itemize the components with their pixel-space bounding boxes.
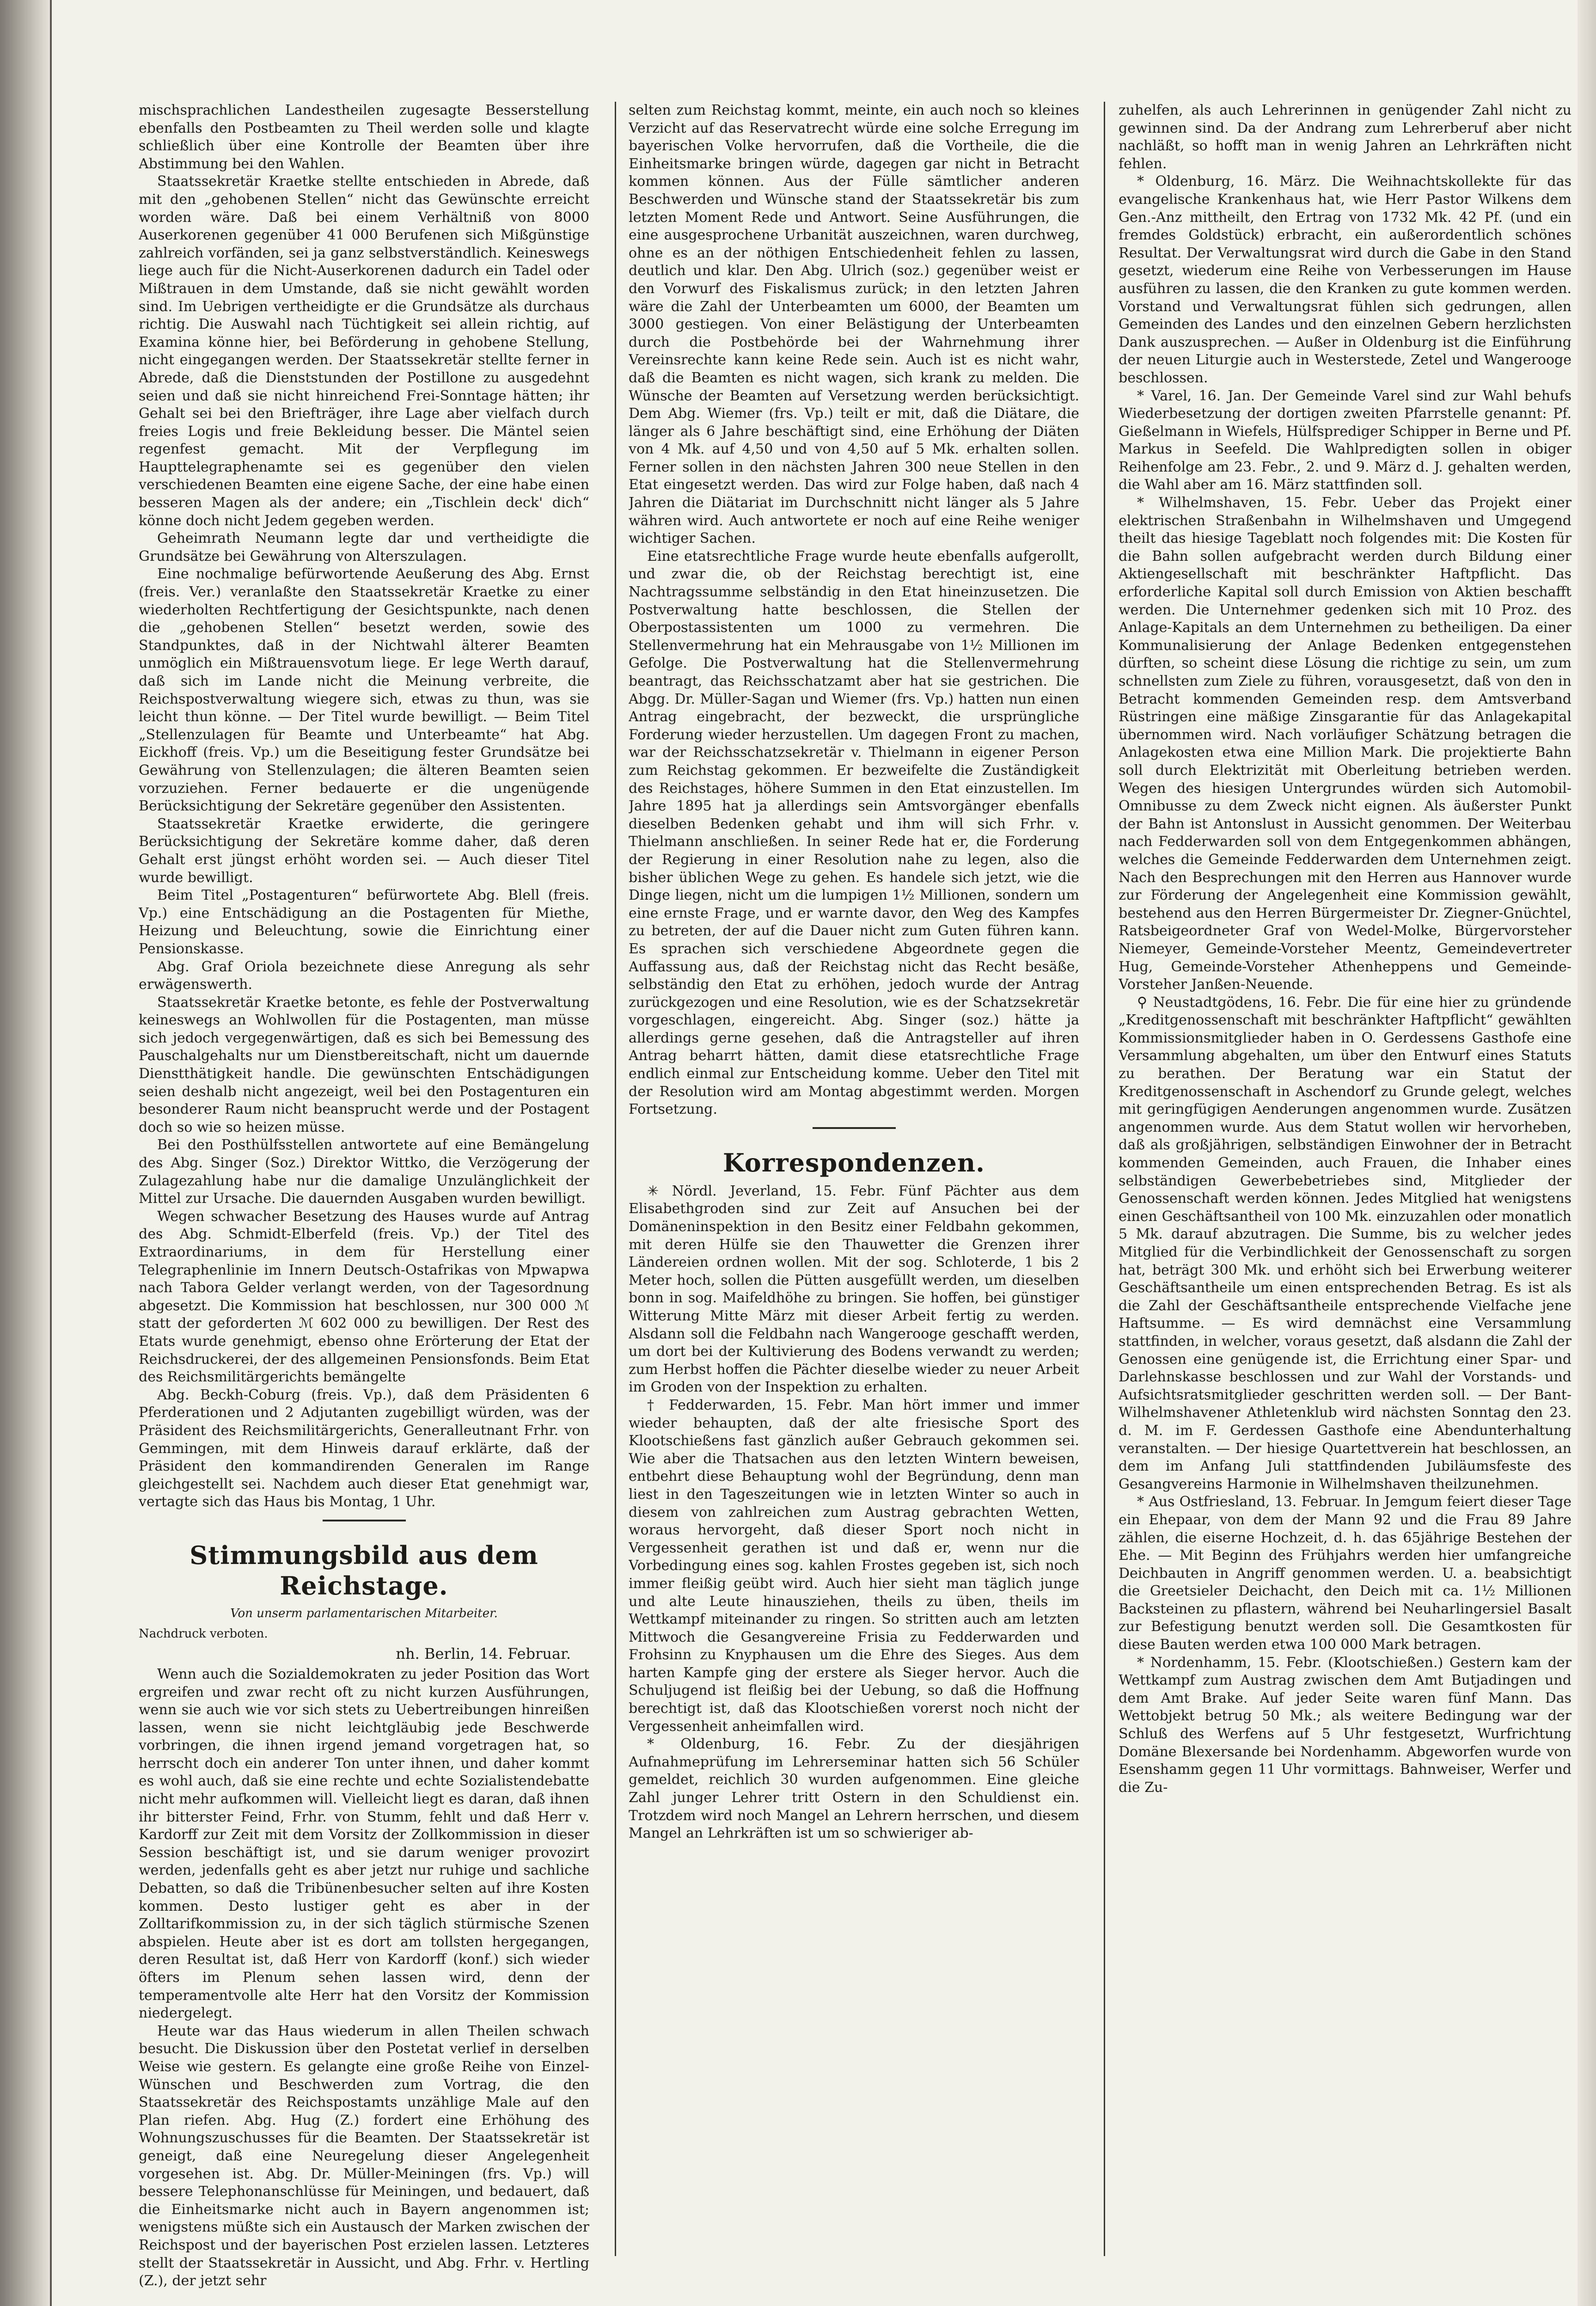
article-paragraph: Staatssekretär Kraetke betonte, es fehle der Postverwaltung keineswegs an Wohlwollen für die Postagenten, man müsse sich jedoch vergegenwärtigen, daß es sich bei Bemessung des Pauschalgehalts nur um Dienstbereitschaft, nicht um dauernde Dienstthätigkeit handle. Die gewünschten Entschädigungen seien deshalb nicht angezeigt, weil bei den Postagenturen ein besonderer Raum nicht beansprucht werde und der Postagent doch so wie so heizen müsse. <box>139 994 589 1135</box>
article-paragraph: Beim Titel „Postagenturen“ befürwortete Abg. Blell (freis. Vp.) eine Entschädigung an die Postagenten für Miethe, Heizung und Beleuchtung, sowie die Einrichtung einer Pensionskasse. <box>139 887 589 957</box>
article-paragraph: Abg. Graf Oriola bezeichnete diese Anregung als sehr erwägenswerth. <box>139 958 589 993</box>
correspondence-item: * Nordenhamm, 15. Febr. (Klootschießen.) Gestern kam der Wettkampf zum Austrag zwischen dem Amt Butjadingen und dem Amt Brake. Auf jeder Seite waren fünf Mann. Das Wettobjekt betrug 50 Mk.; als weitere Bedingung war der Schluß des Werfens auf 5 Uhr festgesetzt, Wurfrichtung Domäne Blexersande bei Nordenhamm. Abgeworfen wurde von Esenshamm gegen 11 Uhr vormittags. Bahnweiser, Werfer und die Zu- <box>1119 1654 1572 1796</box>
article-paragraph: Wenn auch die Sozialdemokraten zu jeder Position das Wort ergreifen und zwar recht oft zu nicht kurzen Ausführungen, wenn sie auch wie vor sich stets zu Uebertreibungen hinreißen lassen, wenn sie nicht leichtgläubig jede Beschwerde vorbringen, die ihnen irgend jemand vorgetragen hat, so herrscht doch ein anderer Ton unter ihnen, und daher kommt es wohl auch, daß sie eine rechte und echte Sozialistendebatte nicht mehr aufkommen will. Vielleicht liegt es daran, daß ihnen ihr bitterster Feind, Frhr. von Stumm, fehlt und daß Herr v. Kardorff zur Zeit mit dem Vorsitz der Zollkommission in dieser Session beschäftigt ist, und sie darum weniger provozirt werden, jedenfalls geht es aber jetzt nur ruhige und sachliche Debatten, so daß die Tribünenbesucher selten auf ihre Kosten kommen. Desto lustiger geht es aber in der Zolltarifkommission zu, in der sich täglich stürmische Szenen abspielen. Heute aber ist es dort am tollsten hergegangen, deren Resultat ist, daß Herr von Kardorff (konf.) sich wieder öfters im Plenum sehen lassen wird, denn der temperamentvolle alte Herr hat den Vorsitz der Kommission niedergelegt. <box>139 1666 589 2022</box>
correspondence-item: ✳ Nördl. Jeverland, 15. Febr. Fünf Pächter aus dem Elisabethgroden sind zur Zeit auf Ansuchen bei der Domäneninspektion in den Besitz einer Feldbahn gekommen, mit deren Hülfe sie den Thauwetter die Grenzen ihrer Ländereien ordnen wollen. Mit der sog. Schloterde, 1 bis 2 Meter hoch, sollen die Pütten ausgefüllt werden, um dieselben bonn in sog. Maifeldhöhe zu bringen. Sie hoffen, bei günstiger Witterung Mitte März mit dieser Arbeit fertig zu werden. Alsdann soll die Feldbahn nach Wangerooge geschafft werden, um dort bei der Kultivierung des Bodens verwandt zu werden; zum Herbst hoffen die Pächter dieselbe wieder zu neuer Arbeit im Groden von der Inspektion zu erhalten. <box>629 1183 1079 1396</box>
section-heading: Korrespondenzen. <box>723 1147 985 1178</box>
correspondence-item: * Oldenburg, 16. Febr. Zu der diesjährigen Aufnahmeprüfung im Lehrerseminar hatten sich 56 Schüler gemeldet, reichlich 30 wurden aufgenommen. Eine gleiche Zahl junger Lehrer tritt Ostern in den Schuldienst ein. Trotzdem wird noch Mangel an Lehrern herrschen, und diesem Mangel an Lehrkräften ist um so schwieriger ab- <box>629 1736 1079 1842</box>
column-2 <box>629 102 1079 1843</box>
dateline: nh. Berlin, 14. Februar. <box>396 1644 571 1662</box>
correspondence-item: * Wilhelmshaven, 15. Febr. Ueber das Projekt einer elektrischen Straßenbahn in Wilhelmshaven und Umgegend theilt das hiesige Tageblatt noch folgendes mit: Die Kosten für die Bahn sollen aufgebracht werden durch Bildung einer Aktiengesellschaft mit beschränkter Haftpflicht. Das erforderliche Kapital soll durch Emission von Aktien beschafft werden. Die Unternehmer gedenken sich mit 10 Proz. des Anlage-Kapitals an dem Unternehmen zu betheiligen. Da einer Kommunalisierung der Anlage Bedenken entgegenstehen dürften, so scheint diese Lösung die richtige zu sein, um zum schnellsten zum Ziele zu führen, vorausgesetzt, daß von den in Betracht kommenden Gemeinden resp. dem Amtsverband Rüstringen eine mäßige Zinsgarantie für das Anlagekapital übernommen wird. Nach vorläufiger Schätzung betragen die Anlagekosten etwa eine Million Mark. Die projektierte Bahn soll durch Elektrizität mit Oberleitung betrieben werden. Wegen des hiesigen Untergrundes würden sich Automobil-Omnibusse zu dem Zweck nicht eignen. Als äußerster Punkt der Bahn ist Antonslust in Aussicht genommen. Der Weiterbau nach Fedderwarden soll von dem Entgegenkommen abhängen, welches die Gemeinde Fedderwarden dem Unternehmen zeigt. Nach den Besprechungen mit den Herren aus Hannover wurde zur Förderung der Angelegenheit eine Kommission gewählt, bestehend aus den Herren Bürgermeister Dr. Ziegner-Gnüchtel, Ratsbeigeordneter Graf von Wedel-Molke, Bürgervorsteher Niemeyer, Gemeinde-Vorsteher Meentz, Gemeindevertreter Hug, Gemeinde-Vorsteher Athenheppens und Gemeinde-Vorsteher Janßen-Neuende. <box>1119 495 1572 993</box>
article-paragraph: Eine nochmalige befürwortende Aeußerung des Abg. Ernst (freis. Ver.) veranlaßte den Staatssekretär Kraetke zu einer wiederholten Rechtfertigung der Gesichtspunkte, nach denen die „gehobenen Stellen“ besetzt werden, sowie des Standpunktes, daß in der Nichtwahl älterer Beamten unmöglich ein Mißtrauensvotum liege. Er lege Werth darauf, daß sich im Lande nicht die Meinung verbreite, die Reichspostverwaltung wiegere sich, etwas zu thun, was sie leicht thun könne. — Der Titel wurde bewilligt. — Beim Titel „Stellenzulagen für Beamte und Unterbeamte“ hat Abg. Eickhoff (freis. Vp.) um die Beseitigung fester Grundsätze bei Gewährung von Stellenzulagen; die älteren Beamten seien vorzuziehen. Ferner bedauerte er die ungenügende Berücksichtigung der Sekretäre gegenüber den Assistenten. <box>139 566 589 815</box>
column-rule <box>615 102 616 2256</box>
article-paragraph: Wegen schwacher Besetzung des Hauses wurde auf Antrag des Abg. Schmidt-Elberfeld (freis. Vp.) der Titel des Extraordinariums, in dem für Herstellung einer Telegraphenlinie im Innern Deutsch-Ostafrikas von Mpwapwa nach Tabora Gelder verlangt werden, von der Tagesordnung abgesetzt. Die Kommission hat beschlossen, nur 300 000 ℳ statt der geforderten ℳ 602 000 zu bewilligen. Der Rest des Etats wurde genehmigt, ebenso ohne Erörterung der Etat der Reichsdruckerei, der des allgemeinen Pensionsfonds. Beim Etat des Reichsmilitärgerichts bemängelte <box>139 1208 589 1386</box>
section-divider <box>323 1520 406 1521</box>
article-paragraph: Bei den Posthülfsstellen antwortete auf eine Bemängelung des Abg. Singer (Soz.) Direktor Wittko, die Verzögerung der Zulagezahlung habe nur die damalige Unzulänglichkeit der Mittel zur Ursache. Die dauernden Ausgaben wurden bewilligt. <box>139 1137 589 1207</box>
article-paragraph: Eine etatsrechtliche Frage wurde heute ebenfalls aufgerollt, und zwar die, ob der Reichstag berechtigt ist, eine Nachtragssumme selbständig in den Etat hineinzusetzen. Die Postverwaltung hatte beschlossen, die Stellen der Oberpostassistenten um 1000 zu vermehren. Die Stellenvermehrung hat ein Mehrausgabe von 1½ Millionen im Gefolge. Die Postverwaltung hat die Stellenvermehrung beantragt, das Reichsschatzamt aber hat sie gestrichen. Die Abgg. Dr. Müller-Sagan und Wiemer (frs. Vp.) hatten nun einen Antrag eingebracht, der bezweckt, die ursprüngliche Forderung wieder herzustellen. Um dagegen Front zu machen, war der Reichsschatzsekretär v. Thielmann in eigener Person zum Reichstag gekommen. Er bezweifelte die Zuständigkeit des Reichstages, höhere Summen in den Etat einzustellen. Im Jahre 1895 hat ja allerdings sein Amtsvorgänger ebenfalls dieselben Bedenken gehabt und ihm will sich Frhr. v. Thielmann anschließen. In seiner Rede hat er, die Forderung der Regierung in einer Resolution nahe zu legen, also die bisher üblichen Wege zu gehen. Es handele sich jetzt, wie die Dinge liegen, nicht um die lumpigen 1½ Millionen, sondern um eine ernste Frage, und er warnte davor, den Weg des Kampfes zu betreten, der auf die Dauer nicht zum Guten führen kann. Es sprachen sich verschiedene Abgeordnete gegen die Auffassung aus, daß der Reichstag nicht das Recht besäße, selbständig den Etat zu erhöhen, jedoch wurde der Antrag zurückgezogen und eine Resolution, wie es der Schatzsekretär vorgeschlagen, eingereicht. Abg. Singer (soz.) hätte ja allerdings gerne gesehen, daß die Antragsteller auf ihren Antrag beharrt hätten, damit diese etatsrechtliche Frage endlich einmal zur Entscheidung komme. Ueber den Titel mit der Resolution wird am Montag abgestimmt werden. Morgen Fortsetzung. <box>629 548 1079 1118</box>
section-subtitle: Von unserm parlamentarischen Mitarbeiter. <box>230 1606 498 1620</box>
correspondence-item: * Varel, 16. Jan. Der Gemeinde Varel sind zur Wahl behufs Wiederbesetzung der dortigen zweiten Pfarrstelle genannt: Pf. Gießelmann in Wiefels, Hülfsprediger Schipper in Berne und Pf. Markus in Seefeld. Die Wahlpredigten sollen in obiger Reihenfolge am 23. Febr., 2. und 9. März d. J. gehalten werden, die Wahl aber am 16. März stattfinden soll. <box>1119 387 1572 493</box>
correspondence-item: ⚲ Neustadtgödens, 16. Febr. Die für eine hier zu gründende „Kreditgenossenschaft mit beschränkter Haftpflicht“ gewählten Kommissionsmitglieder haben in O. Gerdessens Gasthofe eine Versammlung abgehalten, um über den Entwurf eines Statuts zu berathen. Der Beratung war ein Statut der Kreditgenossenschaft in Aschendorf zu Grunde gelegt, welches mit geringfügigen Aenderungen angenommen wurde. Zusätzen angenommen wurde. Aus dem Statut wollen wir hervorheben, daß als großjährigen, selbständigen Einwohner der in Betracht kommenden Gemeinden, auch Frauen, die Inhaber eines selbständigen Gewerbebetriebes sind, Mitglieder der Genossenschaft werden können. Jedes Mitglied hat wenigstens einen Geschäftsantheil von 100 Mk. einzuzahlen oder monatlich 5 Mk. darauf abzutragen. Die Summe, bis zu welcher jedes Mitglied für die Verbindlichkeit der Genossenschaft zu sorgen hat, beträgt 300 Mk. und erhöht sich bei Erwerbung weiterer Geschäftsantheile um einen entsprechenden Betrag. Es ist als die Zahl der Geschäftsantheile entsprechende Vielfache jene Haftsumme. — Es wird demnächst eine Versammlung stattfinden, in welcher, voraus gesetzt, daß alsdann die Zahl der Genossen eine genügende ist, die Errichtung einer Spar- und Darlehnskasse beschlossen und zur Wahl der Vorstands- und Aufsichtsratsmitglieder geschritten werden soll. — Der Bant-Wilhelmshavener Athletenklub wird nächsten Sonntag den 23. d. M. im F. Gerdessen Gasthofe eine Abendunterhaltung veranstalten. — Der hiesige Quartettverein hat beschlossen, an dem im Anfang Juli stattfindenden Jubiläumsfeste des Gesangvereins Harmonie in Wilhelmshaven theilzunehmen. <box>1119 994 1572 1492</box>
article-paragraph: Geheimrath Neumann legte dar und vertheidigte die Grundsätze bei Gewährung von Alterszulagen. <box>139 530 589 564</box>
article-paragraph: Heute war das Haus wiederum in allen Theilen schwach besucht. Die Diskussion über den Postetat verlief in derselben Weise wie gestern. Es gelangte eine große Reihe von Einzel-Wünschen und Beschwerden zum Vortrag, die den Staatssekretär des Reichspostamts unzählige Male auf den Plan riefen. Abg. Hug (Z.) fordert eine Erhöhung des Wohnungszuschusses für die Beamten. Der Staatssekretär ist geneigt, daß eine Neuregelung dieser Angelegenheit vorgesehen ist. Abg. Dr. Müller-Meiningen (frs. Vp.) will bessere Telephonanschlüsse für Meiningen, und bedauert, daß die Einheitsmarke nicht auch in Bayern angenommen ist; wenigstens müßte sich ein Austausch der Marken zwischen der Reichspost und der bayerischen Post erzielen lassen. Letzteres stellt der Staatssekretär in Aussicht, und Abg. Frhr. v. Hertling (Z.), der jetzt sehr <box>139 2023 589 2289</box>
column-3 <box>1119 102 1572 1797</box>
correspondence-item: * Aus Ostfriesland, 13. Februar. In Jemgum feiert dieser Tage ein Ehepaar, von dem der Mann 92 und die Frau 89 Jahre zählen, die eiserne Hochzeit, d. h. das 65jährige Bestehen der Ehe. — Mit Beginn des Frühjahrs werden hier umfangreiche Deichbauten in Angriff genommen werden. U. a. beabsichtigt die Greetsieler Deichacht, den Deich mit ca. 1½ Millionen Backsteinen zu pflastern, während bei Neuharlingersiel Basalt zur Befestigung benutzt werden soll. Die Gesamtkosten für diese Bauten werden etwa 100 000 Mark betragen. <box>1119 1494 1572 1653</box>
article-paragraph: Staatssekretär Kraetke stellte entschieden in Abrede, daß mit den „gehobenen Stellen“ nicht das Gewünschte erreicht worden wäre. Daß bei einem Verhältniß von 8000 Auserkorenen gegenüber 41 000 Berufenen sich Mißgünstige zahlreich vorfänden, sei ja ganz selbstverständlich. Keineswegs liege auch für die Nicht-Auserkorenen dadurch ein Tadel oder Mißtrauen in dem Umstande, daß sie nicht gewählt worden sind. Im Uebrigen vertheidigte er die Grundsätze als durchaus richtig. Die Auswahl nach Tüchtigkeit sei allein richtig, auf Examina könne hier, bei Beförderung in gehobene Stellung, nicht eingegangen werden. Der Staatssekretär stellte ferner in Abrede, daß die Dienststunden der Postillone zu ausgedehnt seien und daß sie nicht hinreichend Frei-Sonntage hätten; ihr Gehalt sei bei den Briefträger, ihre Lage aber vielfach durch freies Logis und freie Bekleidung besser. Die Mäntel seien regenfest gemacht. Mit der Verpflegung im Haupttelegraphenamte sei es gegenüber den vielen verschiedenen Beamten eine eigene Sache, der eine habe einen besseren Magen als der andere; ein „Tischlein deck' dich“ könne doch nicht Jedem gegeben werden. <box>139 173 589 529</box>
book-spine-shadow <box>0 0 51 2306</box>
newspaper-page <box>139 102 1581 2289</box>
book-spine-edge <box>50 0 52 2306</box>
article-paragraph: Staatssekretär Kraetke erwiderte, die geringere Berücksichtigung der Sekretäre komme daher, daß deren Gehalt erst jüngst erhöht worden sei. — Auch dieser Titel wurde bewilligt. <box>139 816 589 886</box>
reprint-notice: Nachdruck verboten. <box>139 1626 268 1641</box>
section-divider <box>813 1127 896 1129</box>
article-paragraph: mischsprachlichen Landestheilen zugesagte Besserstellung ebenfalls den Postbeamten zu Theil werden solle und klagte schließlich über eine Kontrolle der Beamten über ihre Abstimmung bei den Wahlen. <box>139 102 589 172</box>
column-1 <box>139 102 589 2290</box>
article-paragraph: selten zum Reichstag kommt, meinte, ein auch noch so kleines Verzicht auf das Reservatrecht würde eine solche Erregung im bayerischen Volke hervorrufen, daß die Vortheile, die die Einheitsmarke bringen würde, dagegen gar nicht in Betracht kommen können. Aus der Fülle sämtlicher anderen Beschwerden und Wünsche stand der Staatssekretär bis zum letzten Moment Rede und Antwort. Seine Ausführungen, die eine ausgesprochene Urbanität auszeichnen, waren durchweg, ohne es an der nöthigen Entschiedenheit fehlen zu lassen, deutlich und klar. Den Abg. Ulrich (soz.) gegenüber weist er den Vorwurf des Fiskalismus zurück; in den letzten Jahren wäre die Zahl der Unterbeamten um 6000, der Beamten um 3000 gestiegen. Von einer Belästigung der Unterbeamten durch die Postbehörde bei der Wahrnehmung ihrer Vereinsrechte kann keine Rede sein. Auch ist es nicht wahr, daß die Beamten es nicht wagen, sich krank zu melden. Die Wünsche der Beamten auf Versetzung werden berücksichtigt. Dem Abg. Wiemer (frs. Vp.) teilt er mit, daß die Diätare, die länger als 6 Jahre beschäftigt sind, eine Erhöhung der Diäten von 4 Mk. auf 4,50 und von 4,50 auf 5 Mk. erhalten sollen. Ferner sollen in den nächsten Jahren 300 neue Stellen in den Etat eingesetzt werden. Das wird zur Folge haben, daß nach 4 Jahren die Diätariat im Durchschnitt nicht länger als 5 Jahre währen wird. Auch antwortete er noch auf eine Reihe weniger wichtiger Sachen. <box>629 102 1079 547</box>
section-heading: Stimmungsbild aus dem Reichstage. <box>190 1540 538 1601</box>
article-paragraph: Abg. Beckh-Coburg (freis. Vp.), daß dem Präsidenten 6 Pferderationen und 2 Adjutanten zugebilligt würden, was der Präsident des Reichsmilitärgerichts, Generalleutnant Frhr. von Gemmingen, mit dem Hinweis darauf erklärte, daß der Präsident den kommandirenden Generalen im Range gleichgestellt sei. Nachdem auch dieser Etat genehmigt war, vertagte sich das Haus bis Montag, 1 Uhr. <box>139 1386 589 1510</box>
correspondence-item: * Oldenburg, 16. März. Die Weihnachtskollekte für das evangelische Krankenhaus hat, wie Herr Pastor Wilkens dem Gen.-Anz mittheilt, den Ertrag von 1732 Mk. 42 Pf. (und ein fremdes Goldstück) erbracht, ein außerordentlich schönes Resultat. Der Verwaltungsrat wird durch die Gabe in den Stand gesetzt, wiederum eine Reihe von Verbesserungen im Hause ausführen zu lassen, die den Kranken zu gute kommen werden. Vorstand und Verwaltungsrat fühlen sich gedrungen, allen Gemeinden des Landes und den einzelnen Gebern herzlichsten Dank auszusprechen. — Außer in Oldenburg ist die Einführung der neuen Liturgie auch in Westerstede, Zetel und Wangerooge beschlossen. <box>1119 173 1572 386</box>
correspondence-item: zuhelfen, als auch Lehrerinnen in genügender Zahl nicht zu gewinnen sind. Da der Andrang zum Lehrerberuf aber nicht nachläßt, so hofft man in wenig Jahren an Lehrkräften nicht fehlen. <box>1119 102 1572 172</box>
column-rule <box>1104 102 1105 2256</box>
correspondence-item: † Fedderwarden, 15. Febr. Man hört immer und immer wieder behaupten, daß der alte friesische Sport des Klootschießens fast gänzlich außer Gebrauch gekommen sei. Wie aber die Thatsachen aus den letzten Wintern beweisen, entbehrt diese Behauptung wohl der Begründung, denn man liest in den Tageszeitungen wie in letzten Winter so auch in diesem von zahlreichen zum Austrag gebrachten Wetten, woraus hervorgeht, daß dieser Sport noch nicht in Vergessenheit gerathen ist und daß er, wenn nur die Vorbedingung eines sog. kahlen Frostes gegeben ist, sich noch immer fleißig geübt wird. Auch hier sieht man täglich junge und alte Leute hinausziehen, theils zu üben, theils im Wettkampf miteinander zu ringen. So stritten auch am letzten Mittwoch die Gesangvereine Frisia zu Fedderwarden und Frohsinn zu Knyphausen um die Ehre des Sieges. Aus dem harten Kampfe ging der erstere als Sieger hervor. Auch die Schuljugend ist fleißig bei der Uebung, so daß die Hoffnung berechtigt ist, daß das Klootschießen vorerst noch nicht der Vergessenheit anheimfallen wird. <box>629 1397 1079 1735</box>
